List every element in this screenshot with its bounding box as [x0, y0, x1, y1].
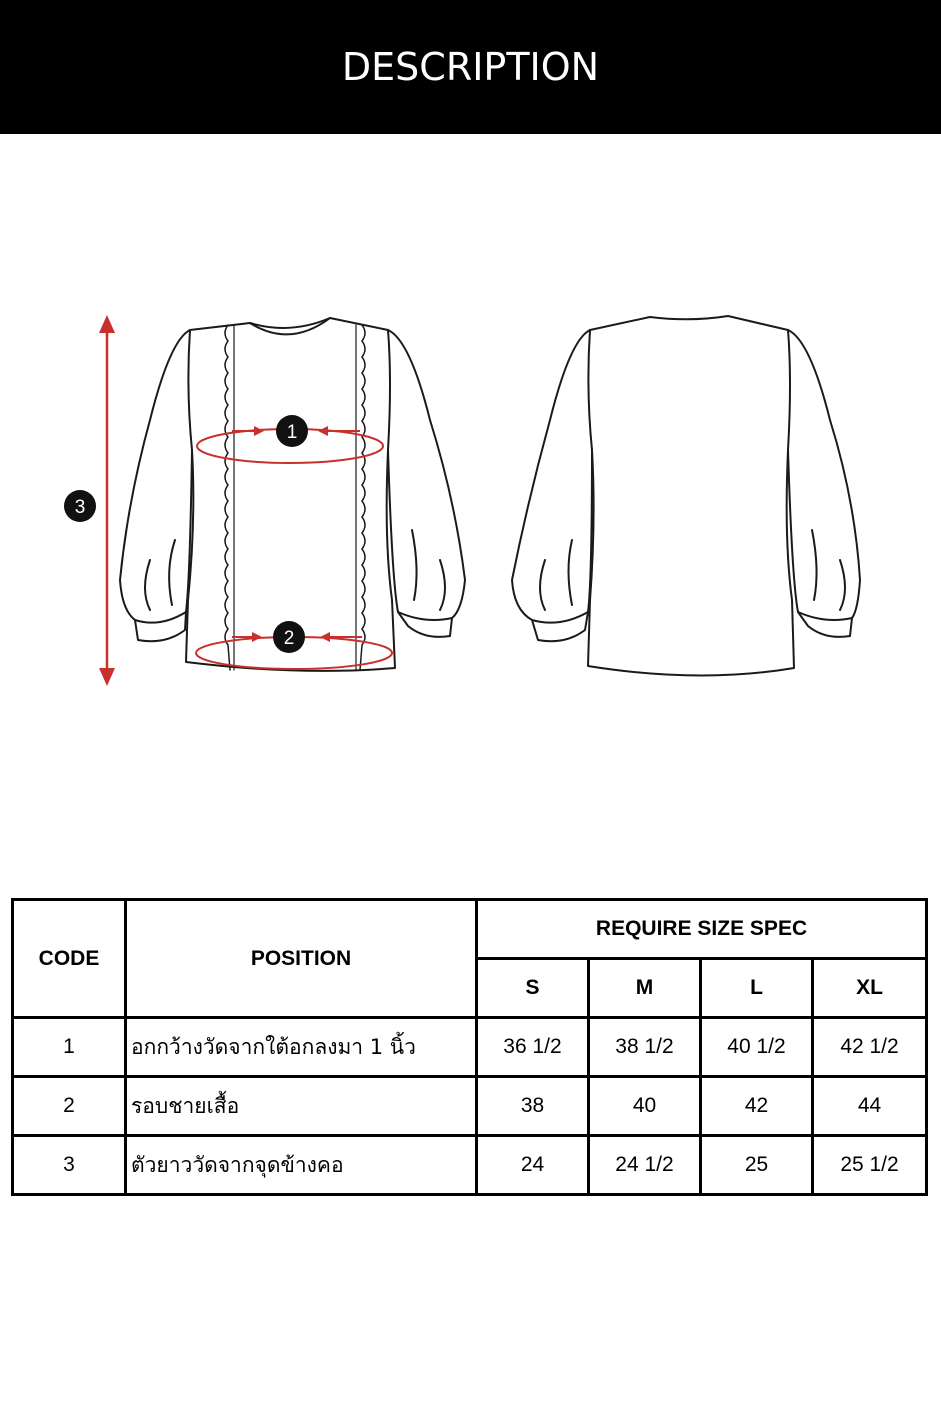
value-cell: 44 [813, 1077, 927, 1136]
value-cell: 38 1/2 [589, 1018, 701, 1077]
value-cell: 36 1/2 [477, 1018, 589, 1077]
back-view [512, 316, 860, 676]
marker-3 [64, 490, 96, 522]
value-cell: 42 1/2 [813, 1018, 927, 1077]
code-cell: 3 [13, 1136, 126, 1195]
back-body-outline [588, 316, 794, 676]
value-cell: 24 [477, 1136, 589, 1195]
front-lace-right [360, 325, 365, 670]
value-cell: 40 [589, 1077, 701, 1136]
size-spec-table [11, 898, 928, 1196]
position-cell: อกกว้างวัดจากใต้อกลงมา 1 นิ้ว [126, 1018, 477, 1077]
page-title: DESCRIPTION [341, 45, 600, 89]
size-header: S [477, 959, 589, 1018]
marker-2 [273, 621, 305, 653]
col-code-header: CODE [13, 900, 126, 1018]
value-cell: 24 1/2 [589, 1136, 701, 1195]
front-view [120, 318, 465, 671]
table-header-row [13, 900, 927, 959]
front-right-sleeve [388, 330, 465, 637]
col-spec-header: REQUIRE SIZE SPEC [477, 900, 927, 959]
table-row [13, 1018, 927, 1077]
svg-text:3: 3 [74, 497, 86, 518]
value-cell: 25 1/2 [813, 1136, 927, 1195]
code-cell: 2 [13, 1077, 126, 1136]
marker-1 [276, 415, 308, 447]
value-cell: 38 [477, 1077, 589, 1136]
table-row [13, 1077, 927, 1136]
size-header: M [589, 959, 701, 1018]
col-position-header: POSITION [126, 900, 477, 1018]
position-cell: รอบชายเสื้อ [126, 1077, 477, 1136]
value-cell: 25 [701, 1136, 813, 1195]
measurement-lines [99, 315, 392, 686]
value-cell: 40 1/2 [701, 1018, 813, 1077]
code-cell: 1 [13, 1018, 126, 1077]
front-lace-left [225, 325, 230, 670]
svg-text:1: 1 [286, 422, 298, 443]
svg-text:2: 2 [283, 628, 295, 649]
front-right-cuff [398, 612, 452, 620]
size-header: XL [813, 959, 927, 1018]
front-left-sleeve [120, 330, 192, 641]
front-left-cuff [135, 612, 186, 623]
size-header: L [701, 959, 813, 1018]
table-row [13, 1136, 927, 1195]
value-cell: 42 [701, 1077, 813, 1136]
back-left-sleeve [512, 330, 592, 641]
position-cell: ตัวยาววัดจากจุดข้างคอ [126, 1136, 477, 1195]
header-bar [0, 0, 941, 134]
garment-diagram [0, 290, 941, 710]
back-right-sleeve [788, 330, 860, 637]
